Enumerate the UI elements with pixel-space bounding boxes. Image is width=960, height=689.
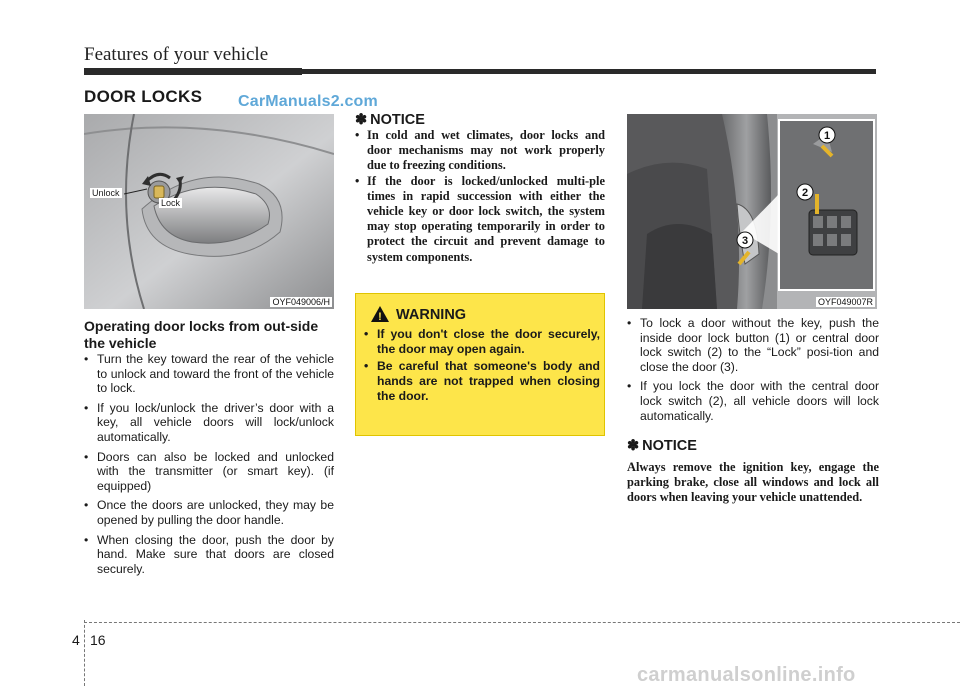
section-title: DOOR LOCKS — [84, 87, 203, 106]
list-item: • To lock a door without the key, push the inside door lock button (1) or central door lock switch (2) to the “Lock” posi-tion and close the door (3). — [627, 316, 879, 374]
watermark-top: CarManuals2.com — [238, 93, 378, 110]
notice-block-2 — [627, 438, 879, 506]
figure-caption: OYF049007R — [817, 297, 873, 307]
door-interior-figure — [627, 114, 877, 309]
page-header-title: Features of your vehicle — [84, 44, 269, 65]
list-item: • Turn the key toward the rear of the vehicle to unlock and toward the front of the vehicle to lock. — [84, 352, 334, 396]
chapter-number: 4 — [72, 632, 80, 648]
header-rule — [84, 69, 876, 74]
list-item: • Be careful that someone's body and hands are not trapped when closing the door. — [364, 359, 600, 404]
warning-icon-mark: ! — [378, 311, 382, 323]
figure-caption: OYF049006/H — [272, 297, 330, 307]
list-item: • If you lock/unlock the driver’s door with a key, all vehicle doors will lock/unlock automatically. — [84, 401, 334, 445]
notice-list — [355, 128, 605, 265]
footer-rule — [84, 622, 960, 623]
notice-star-icon: ✽ — [627, 438, 640, 454]
lock-label: Lock — [161, 198, 181, 208]
col3-bullet-list — [627, 316, 879, 428]
list-item: • Once the doors are unlocked, they may be opened by pulling the door handle. — [84, 498, 334, 527]
list-item: • Doors can also be locked and unlocked with the transmitter (or smart key). (if equipped) — [84, 450, 334, 494]
callout-3: 3 — [741, 235, 749, 247]
list-item: • If you lock the door with the central door lock switch (2), all vehicle doors will lock automatically. — [627, 379, 879, 423]
callout-2: 2 — [801, 187, 809, 199]
door-interior-illustration — [627, 114, 877, 309]
door-handle-illustration — [84, 114, 334, 309]
col1-bullet-list — [84, 352, 334, 581]
notice-block-1 — [355, 112, 605, 265]
notice-text: Always remove the ignition key, engage the parking brake, close all windows and lock all doors when leaving your vehicle unattended. — [627, 460, 879, 505]
notice-star-icon: ✽ — [355, 112, 368, 128]
notice-title: NOTICE — [642, 438, 697, 454]
list-item: • In cold and wet climates, door locks and door mechanisms may not work properly due to freezing conditions. — [355, 128, 605, 174]
door-handle-figure — [84, 114, 334, 309]
notice-title: NOTICE — [370, 112, 425, 128]
warning-triangle-icon — [370, 305, 390, 323]
page-number-value: 16 — [90, 632, 106, 648]
callout-1: 1 — [823, 130, 831, 142]
footer-separator — [84, 620, 86, 686]
warning-list — [364, 327, 600, 406]
watermark-bottom: carmanualsonline.info — [637, 664, 856, 686]
list-item: • If the door is locked/unlocked multi-ple times in rapid succession with either the vehicle key or door lock switch, the system may stop operating temporarily in order to protect the circuit and prevent damage to system components. — [355, 174, 605, 265]
list-item: • If you don't close the door securely, the door may open again. — [364, 327, 600, 357]
warning-box — [355, 293, 605, 436]
unlock-label: Unlock — [92, 188, 120, 198]
warning-title: WARNING — [396, 307, 467, 323]
list-item: • When closing the door, push the door by hand. Make sure that doors are closed securely. — [84, 533, 334, 577]
subhead-operating-door-locks: Operating door locks from out-side the vehicle — [84, 318, 319, 351]
